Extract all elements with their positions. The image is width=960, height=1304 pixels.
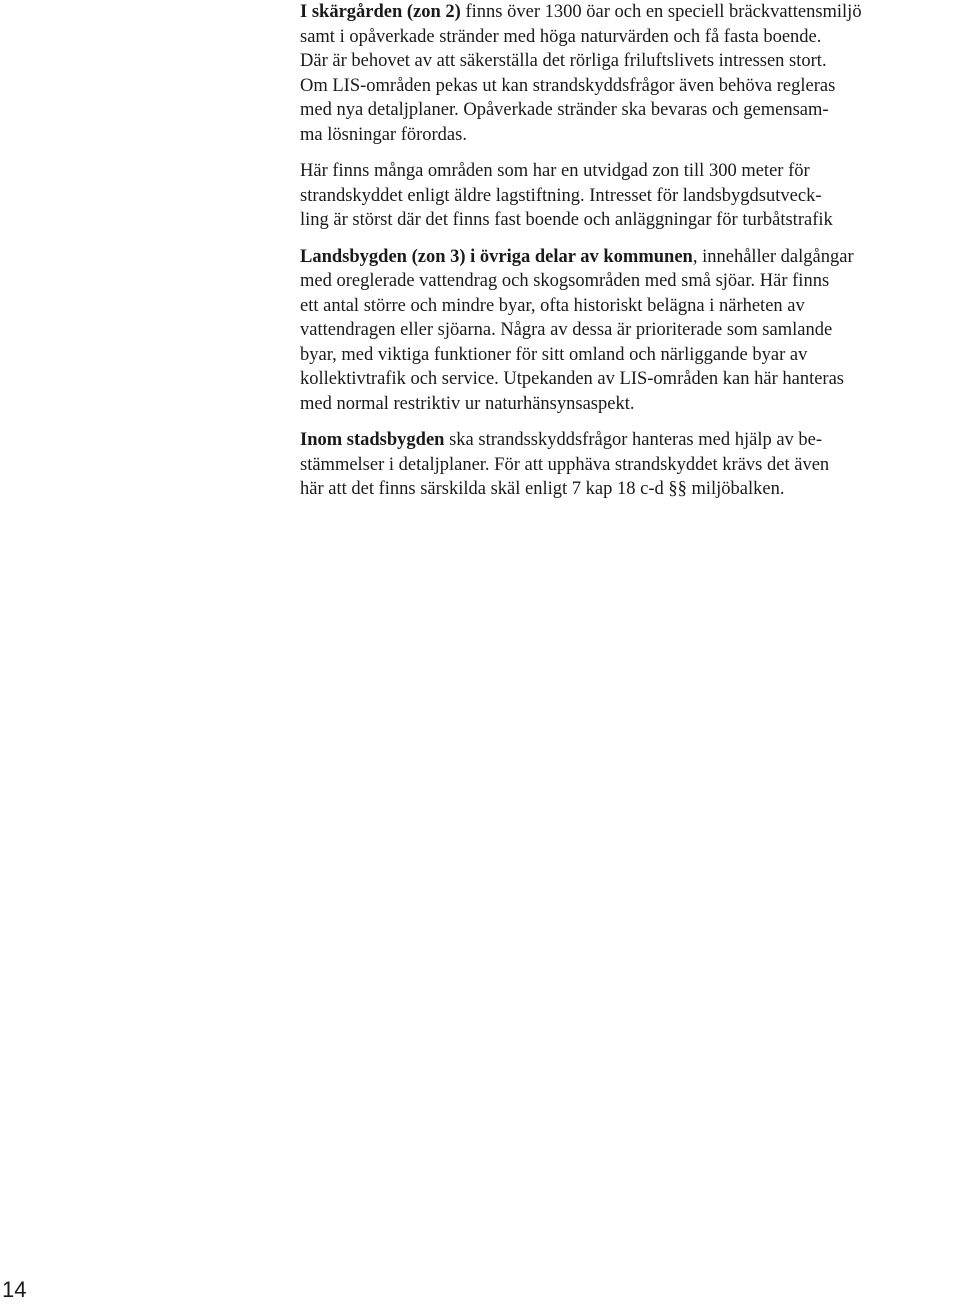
text-line: med nya detaljplaner. Opåverkade stränder ska bevaras och gemensam-	[300, 100, 829, 120]
text-line: kollektivtrafik och service. Utpekanden av LIS-områden kan här hanteras	[300, 369, 844, 389]
paragraph-skargarden	[300, 0, 960, 147]
page-number: 14	[2, 1277, 27, 1302]
text-line: Landsbygden (zon 3) i övriga delar av kommunen, innehåller dalgångar	[300, 246, 854, 267]
text-line: ett antal större och mindre byar, ofta historiskt belägna i närheten av	[300, 295, 805, 316]
body-text	[300, 0, 960, 514]
heading-stadsbygden: Inom stadsbygden	[300, 430, 445, 450]
paragraph-stadsbygden	[300, 428, 960, 502]
text-line: stämmelser i detaljplaner. För att upphäva strandskyddet krävs det även	[300, 454, 830, 475]
text-line: byar, med viktiga funktioner för sitt omland och närliggande byar av	[300, 344, 808, 365]
text-line: ling är störst där det finns fast boende och anläggningar för turbåtstrafik	[300, 210, 833, 230]
heading-landsbygden: Landsbygden (zon 3) i övriga delar av kommunen	[300, 246, 693, 267]
text-line: med oreglerade vattendrag och skogsområden med små sjöar. Här finns	[300, 271, 830, 291]
text-line: I skärgården (zon 2) finns över 1300 öar och en speciell bräckvattensmiljö	[300, 2, 862, 22]
text-line: strandskyddet enligt äldre lagstiftning. Intresset för landsbygdsutveck-	[300, 185, 822, 206]
text-line: Där är behovet av att säkerställa det rörliga friluftslivets intressen stort.	[300, 51, 827, 71]
text-line: Om LIS-områden pekas ut kan strandskyddsfrågor även behöva regleras	[300, 75, 836, 96]
text-line: samt i opåverkade stränder med höga naturvärden och få fasta boende.	[300, 26, 822, 47]
heading-skargarden: I skärgården (zon 2)	[300, 2, 461, 22]
paragraph-landsbygden	[300, 245, 960, 417]
text-line: Inom stadsbygden ska strandsskyddsfrågor hanteras med hjälp av be-	[300, 430, 823, 450]
text-line: här att det finns särskilda skäl enligt 7 kap 18 c-d §§ miljöbalken.	[300, 479, 785, 499]
text-line: ma lösningar förordas.	[300, 124, 467, 145]
text-line: med normal restriktiv ur naturhänsynsaspekt.	[300, 393, 635, 414]
paragraph-strandskydd	[300, 159, 960, 233]
text-line: Här finns många områden som har en utvidgad zon till 300 meter för	[300, 161, 810, 181]
text-line: vattendragen eller sjöarna. Några av dessa är prioriterade som samlande	[300, 320, 833, 340]
